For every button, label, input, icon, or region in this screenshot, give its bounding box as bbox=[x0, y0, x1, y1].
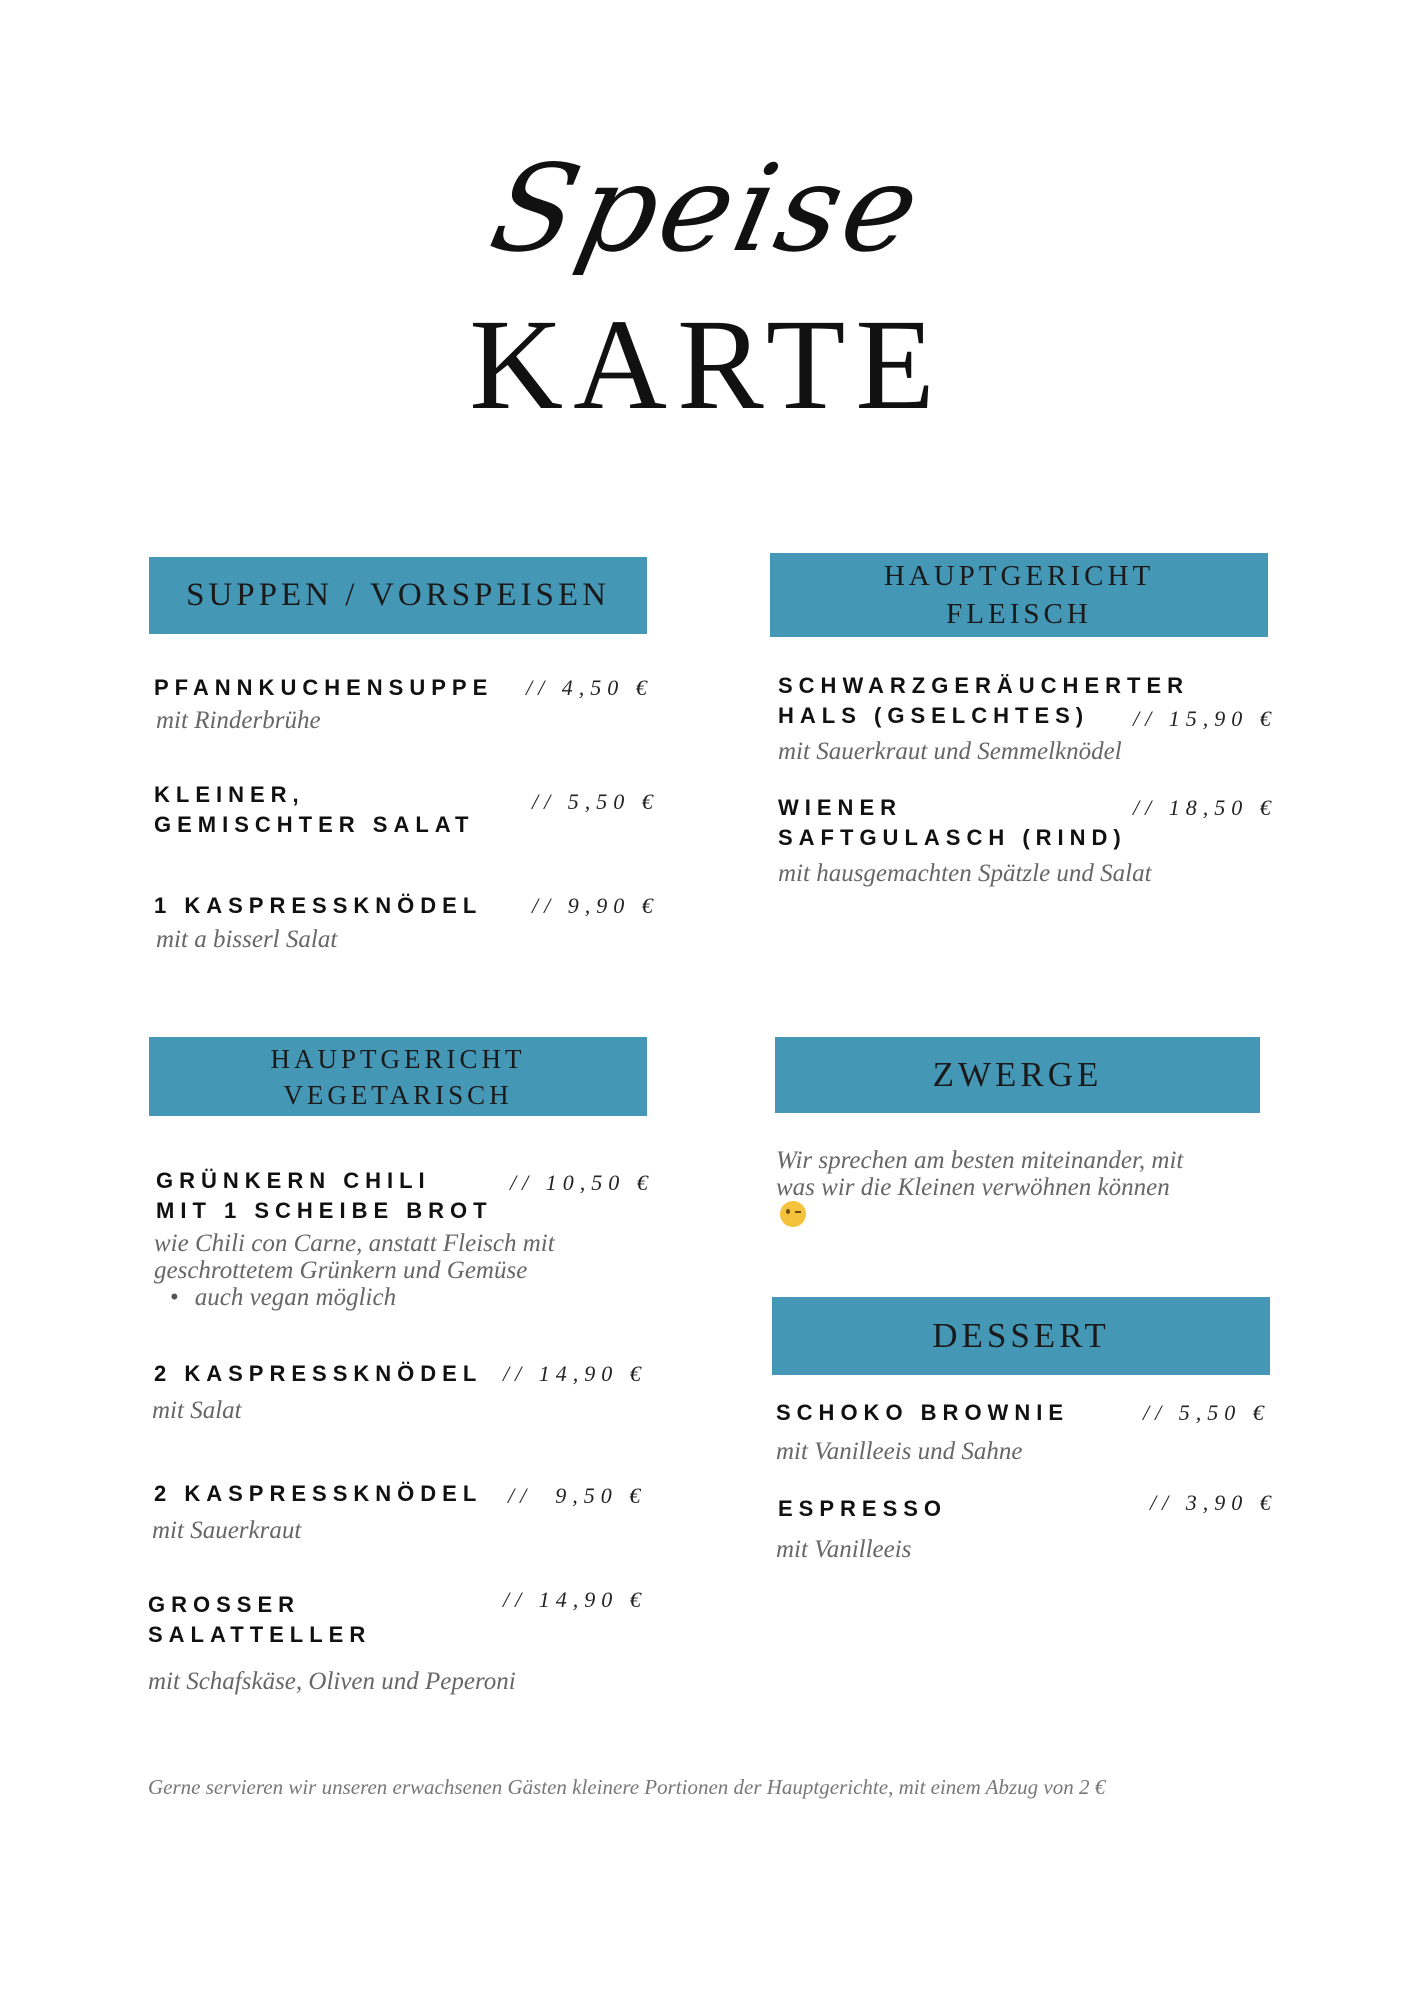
item-name-salatteller: GROSSER SALATTELLER bbox=[148, 1592, 372, 1647]
item-name-gselchtes: SCHWARZGERÄUCHERTER HALS (GSELCHTES) bbox=[778, 673, 1189, 728]
footnote-kinderportionen: Gerne servieren wir unseren erwachsenen Gästen kleinere Portionen der Hauptgerichte, mit einem Abzug von 2 € bbox=[148, 1775, 1106, 1799]
winking-face-icon bbox=[780, 1201, 806, 1227]
item-price-kaspressknoedel-2-sauerkraut: // 9,50 € bbox=[508, 1483, 647, 1508]
section-header-suppen: SUPPEN / VORSPEISEN bbox=[149, 557, 647, 634]
item-note-vegan: • auch vegan möglich bbox=[170, 1284, 396, 1311]
item-price-pfannkuchensuppe: // 4,50 € bbox=[526, 675, 653, 700]
item-name-pfannkuchensuppe: PFANNKUCHENSUPPE bbox=[154, 675, 494, 700]
item-price-salatteller: // 14,90 € bbox=[503, 1587, 647, 1612]
item-price-saftgulasch: // 18,50 € bbox=[1133, 795, 1277, 820]
item-desc-espresso: mit Vanilleeis bbox=[776, 1536, 912, 1563]
item-price-gruenkern-chili: // 10,50 € bbox=[510, 1170, 654, 1195]
item-desc-saftgulasch: mit hausgemachten Spätzle und Salat bbox=[778, 860, 1152, 887]
item-price-espresso: // 3,90 € bbox=[1150, 1490, 1277, 1515]
item-price-kaspressknoedel-2-salat: // 14,90 € bbox=[503, 1361, 647, 1386]
menu-title-script: Speise bbox=[479, 140, 935, 279]
item-name-kaspressknoedel-2-salat: 2 KASPRESSKNÖDEL bbox=[154, 1361, 483, 1386]
item-desc-kaspressknoedel-2-sauerkraut: mit Sauerkraut bbox=[152, 1517, 302, 1544]
section-header-dessert: DESSERT bbox=[772, 1297, 1270, 1375]
item-price-schoko-brownie: // 5,50 € bbox=[1143, 1400, 1270, 1425]
item-price-kaspressknoedel-1: // 9,90 € bbox=[532, 893, 659, 918]
item-name-kleiner-salat: KLEINER, GEMISCHTER SALAT bbox=[154, 782, 475, 837]
section-header-vegetarisch: HAUPTGERICHT VEGETARISCH bbox=[149, 1037, 647, 1116]
item-desc-gselchtes: mit Sauerkraut und Semmelknödel bbox=[778, 738, 1122, 765]
item-desc-salatteller: mit Schafskäse, Oliven und Peperoni bbox=[148, 1668, 516, 1695]
section-header-fleisch: HAUPTGERICHT FLEISCH bbox=[770, 553, 1268, 637]
zwerge-text: Wir sprechen am besten miteinander, mit was wir die Kleinen verwöhnen können bbox=[776, 1147, 1183, 1227]
item-desc-schoko-brownie: mit Vanilleeis und Sahne bbox=[776, 1438, 1023, 1465]
item-desc-gruenkern-chili: wie Chili con Carne, anstatt Fleisch mit geschrottetem Grünkern und Gemüse bbox=[154, 1230, 555, 1284]
section-header-zwerge: ZWERGE bbox=[775, 1037, 1260, 1113]
item-name-gruenkern-chili: GRÜNKERN CHILI MIT 1 SCHEIBE BROT bbox=[156, 1168, 493, 1223]
item-name-schoko-brownie: SCHOKO BROWNIE bbox=[776, 1400, 1069, 1425]
item-name-kaspressknoedel-2-sauerkraut: 2 KASPRESSKNÖDEL bbox=[154, 1481, 483, 1506]
item-price-kleiner-salat: // 5,50 € bbox=[532, 789, 659, 814]
item-desc-kaspressknoedel-2-salat: mit Salat bbox=[152, 1397, 242, 1424]
menu-title-main: KARTE bbox=[469, 293, 945, 437]
item-price-gselchtes: // 15,90 € bbox=[1133, 706, 1277, 731]
item-desc-kaspressknoedel-1: mit a bisserl Salat bbox=[156, 926, 338, 953]
item-desc-pfannkuchensuppe: mit Rinderbrühe bbox=[156, 707, 321, 734]
item-name-espresso: ESPRESSO bbox=[778, 1496, 948, 1521]
item-name-kaspressknoedel-1: 1 KASPRESSKNÖDEL bbox=[154, 893, 483, 918]
item-name-saftgulasch: WIENER SAFTGULASCH (RIND) bbox=[778, 795, 1127, 850]
